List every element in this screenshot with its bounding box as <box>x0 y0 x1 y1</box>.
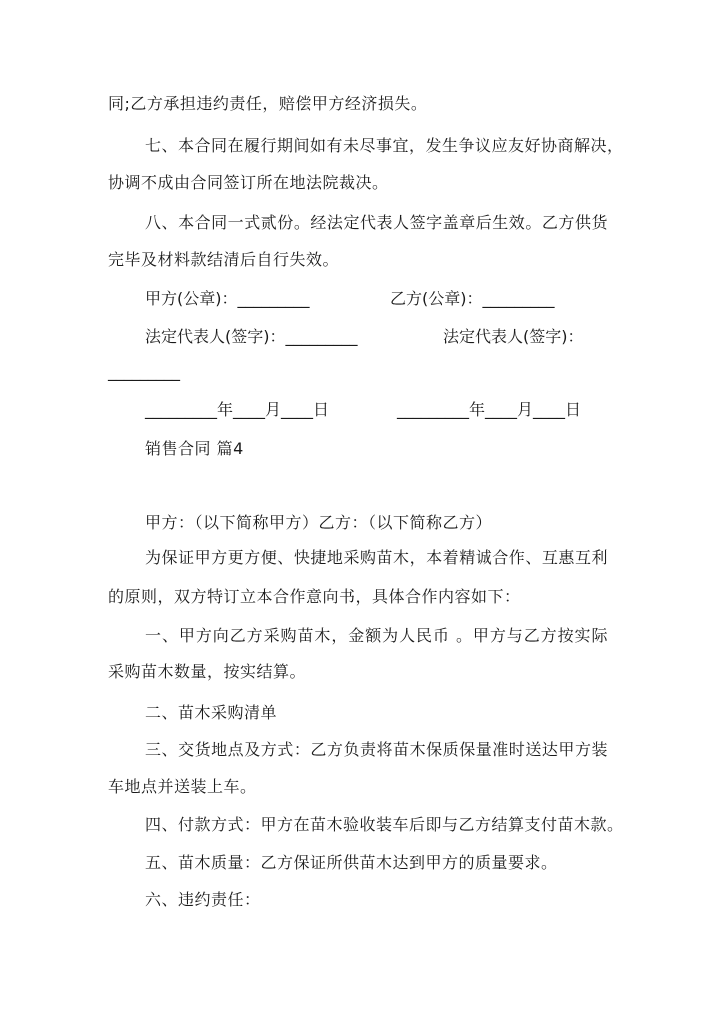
text-line: 六、违约责任： <box>145 890 261 909</box>
text-line: 的原则，双方特订立本合作意向书，具体合作内容如下： <box>108 587 521 606</box>
text-line: 为保证甲方更方便、快捷地采购苗木，本着精诚合作、互惠互利 <box>145 548 608 567</box>
text-line: 协调不成由合同签订所在地法院裁决。 <box>108 173 389 192</box>
party-b-date: _________年____月____日 <box>397 400 582 419</box>
text-line: 完毕及材料款结清后自行失效。 <box>108 250 340 269</box>
text-line: 五、苗木质量：乙方保证所供苗木达到甲方的质量要求。 <box>145 853 558 872</box>
text-line: 车地点并送装上车。 <box>108 777 257 796</box>
text-line: 二、苗木采购清单 <box>145 703 278 722</box>
text-line: 三、交货地点及方式：乙方负责将苗木保质保量准时送达甲方装 <box>145 740 608 759</box>
parties-line: 甲方：（以下简称甲方）乙方：（以下简称乙方） <box>145 513 493 532</box>
party-b-seal: 乙方(公章)：_________ <box>390 289 555 308</box>
text-line: 八、本合同一式贰份。经法定代表人签字盖章后生效。乙方供货 <box>145 213 608 232</box>
text-line: 七、本合同在履行期间如有未尽事宜，发生争议应友好协商解决， <box>145 136 624 155</box>
party-b-representative-blank: _________ <box>108 362 180 381</box>
text-line: 同;乙方承担违约责任，赔偿甲方经济损失。 <box>108 94 428 113</box>
text-line: 一、甲方向乙方采购苗木，金额为人民币 。甲方与乙方按实际 <box>145 626 608 645</box>
party-b-representative: 法定代表人(签字)： <box>443 327 584 346</box>
section-title: 销售合同 篇4 <box>145 439 244 458</box>
party-a-representative: 法定代表人(签字)：_________ <box>145 327 358 346</box>
text-line: 采购苗木数量，按实结算。 <box>108 662 307 681</box>
party-a-seal: 甲方(公章)：_________ <box>145 289 310 308</box>
party-a-date: _________年____月____日 <box>145 400 330 419</box>
text-line: 四、付款方式：甲方在苗木验收装车后即与乙方结算支付苗木款。 <box>145 815 624 834</box>
